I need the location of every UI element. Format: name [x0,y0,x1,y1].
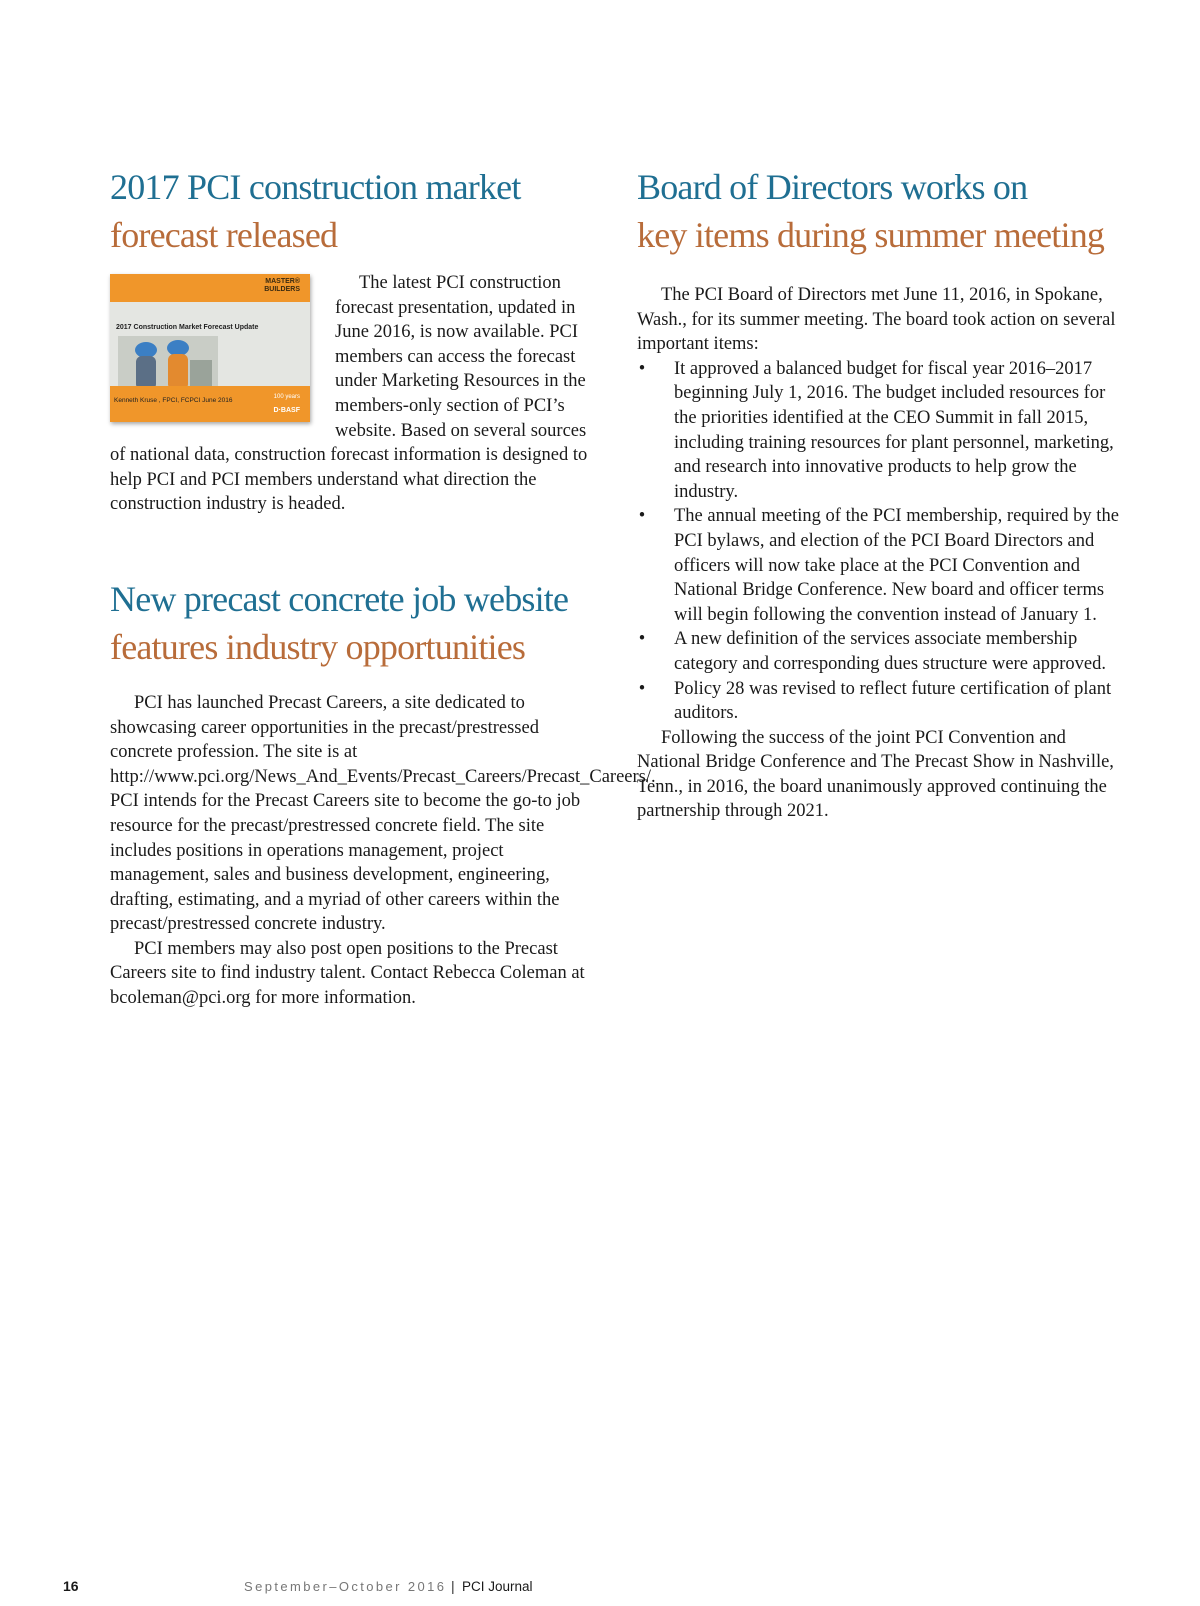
bullet-icon: • [638,506,646,527]
list-item: • It approved a balanced budget for fiscal year 2016–2017 beginning July 1, 2016. The budget included resources for the priorities identified at the CEO Summit in fall 2015, including training resources for plant personnel, marketing, and research into innovative products to help grow the industry. [638,358,1114,502]
footer-separator: | [451,1578,455,1594]
article-job-website-title-line2: features industry opportunities [110,626,526,667]
basf-logo: D·BASF [273,407,300,414]
article-forecast-title [110,163,595,259]
article-board-meeting-title-line1: Board of Directors works on [637,167,1028,207]
article-board-meeting [637,163,1131,824]
article-job-website-title-line1: New precast concrete job website [110,578,569,619]
issue-date: September–October 2016 [244,1579,447,1594]
thumbnail-slide-title: 2017 Construction Market Forecast Update [116,324,259,331]
page-footer [0,1578,1200,1600]
left-column [110,163,656,1011]
thumbnail-bottom-band [110,386,310,422]
thumbnail-years-badge: 100 years [273,394,300,400]
article-job-website [110,575,656,1011]
article-board-meeting-title-line2: key items during summer meeting [637,215,1105,255]
master-builders-logo: MASTER® BUILDERS [264,278,300,293]
article-job-website-paragraph-1: PCI has launched Precast Careers, a site dedicated to showcasing career opportunities in the precast/prestressed concrete profession. The site is at http://www.pci.org/News_And_Events/Precast_Careers/Precast_Careers/. PCI intends for the Precast Careers site to become the go-to job resource for the precast/prestressed concrete field. The site includes positions in operations management, project management, sales and business development, engineering, drafting, estimating, and a myriad of other careers within the precast/prestressed concrete industry. [110,692,656,935]
journal-name: PCI Journal [462,1579,533,1594]
bullet-icon: • [638,629,646,650]
article-forecast-body [110,271,595,517]
article-job-website-body [110,691,656,1011]
list-item: • Policy 28 was revised to reflect future certification of plant auditors. [638,678,1112,724]
list-item: • The annual meeting of the PCI membership, required by the PCI bylaws, and election of the PCI Board Directors and officers will now take place at the PCI Convention and National Bridge Conference. New board and officer terms will begin following the convention instead of January 1. [638,506,1119,625]
list-item: • A new definition of the services associate membership category and corresponding dues structure were approved. [638,629,1107,674]
article-forecast-title-line2: forecast released [110,215,338,255]
article-forecast-title-line1: 2017 PCI construction market [110,167,521,207]
forecast-presentation-thumbnail [110,274,310,422]
article-forecast [110,163,595,517]
article-job-website-paragraph-2: PCI members may also post open positions to the Precast Careers site to find industry talent. Contact Rebecca Coleman at bcoleman@pci.org for more information. [110,938,585,1009]
right-column [637,163,1131,824]
page-number: 16 [63,1578,79,1594]
article-job-website-title [110,575,595,671]
article-board-meeting-intro: The PCI Board of Directors met June 11, 2016, in Spokane, Wash., for its summer meeting. The board took action on several important items: [637,285,1116,355]
article-board-meeting-body [637,283,1131,824]
article-board-meeting-title [637,163,1131,259]
bullet-icon: • [638,358,646,379]
bullet-icon: • [638,678,646,699]
thumbnail-author: Kenneth Kruse , FPCI, FCPCI June 2016 [114,397,233,404]
board-action-list [637,357,1131,726]
article-board-meeting-closing: Following the success of the joint PCI Convention and National Bridge Conference and The Precast Show in Nashville, Tenn., in 2016, the board unanimously approved continuing the partnership through 2021. [637,727,1114,822]
article-forecast-paragraph: The latest PCI construction forecast presentation, updated in June 2016, is now available. PCI members can access the forecast under Marketing Resources in the members-only section of PCI’s website. Based on several sources of national data, construction forecast information is designed to help PCI and PCI members understand what direction the construction industry is headed. [110,273,588,515]
